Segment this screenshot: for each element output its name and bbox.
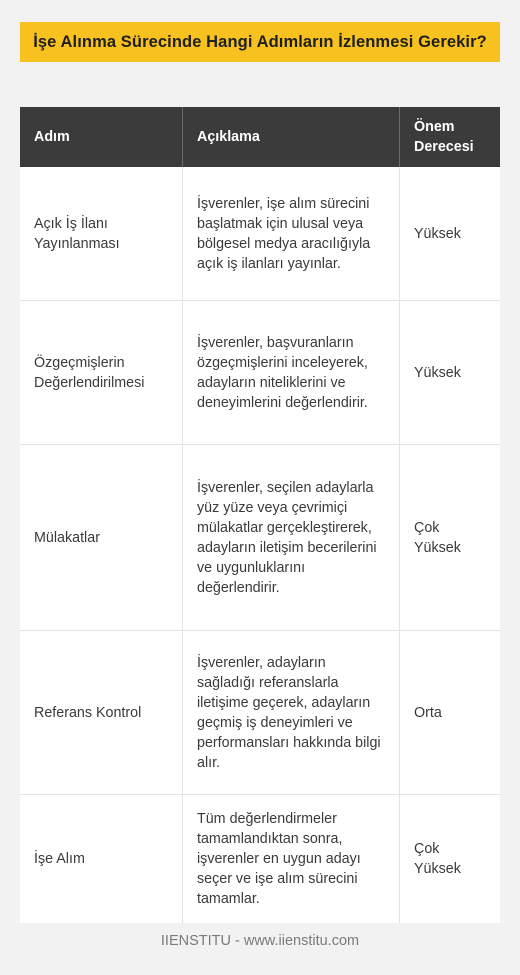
page-title: İşe Alınma Sürecinde Hangi Adımların İzlenmesi Gerekir? bbox=[20, 22, 500, 62]
description-cell: İşverenler, işe alım sürecini başlatmak için ulusal veya bölgesel medya aracılığıyla açık iş ilanları yayınlar. bbox=[183, 167, 400, 301]
importance-cell: Çok Yüksek bbox=[400, 445, 500, 631]
importance-cell: Çok Yüksek bbox=[400, 795, 500, 923]
description-cell: İşverenler, seçilen adaylarla yüz yüze veya çevrimiçi mülakatlar gerçekleştirerek, adayların iletişim becerilerini ve uygunluklarını değerlendirir. bbox=[183, 445, 400, 631]
importance-cell: Yüksek bbox=[400, 301, 500, 445]
table-row bbox=[20, 301, 500, 445]
description-cell: İşverenler, adayların sağladığı referanslarla iletişime geçerek, adayların geçmiş iş deneyimleri ve performansları hakkında bilgi alır. bbox=[183, 631, 400, 795]
importance-cell: Orta bbox=[400, 631, 500, 795]
footer-credit: IIENSTITU - www.iienstitu.com bbox=[160, 933, 360, 949]
step-cell: İşe Alım bbox=[20, 795, 183, 923]
table-row bbox=[20, 167, 500, 301]
column-header-importance: Önem Derecesi bbox=[400, 107, 500, 167]
description-cell: Tüm değerlendirmeler tamamlandıktan sonra, işverenler en uygun adayı seçer ve işe alım sürecini tamamlar. bbox=[183, 795, 400, 923]
step-cell: Referans Kontrol bbox=[20, 631, 183, 795]
step-cell: Açık İş İlanı Yayınlanması bbox=[20, 167, 183, 301]
column-header-description: Açıklama bbox=[183, 107, 400, 167]
table-row bbox=[20, 795, 500, 923]
table-row bbox=[20, 631, 500, 795]
description-cell: İşverenler, başvuranların özgeçmişlerini inceleyerek, adayların niteliklerini ve deneyimlerini değerlendirir. bbox=[183, 301, 400, 445]
importance-cell: Yüksek bbox=[400, 167, 500, 301]
step-cell: Mülakatlar bbox=[20, 445, 183, 631]
column-header-step: Adım bbox=[20, 107, 183, 167]
table-row bbox=[20, 445, 500, 631]
step-cell: Özgeçmişlerin Değerlendirilmesi bbox=[20, 301, 183, 445]
process-table bbox=[20, 107, 500, 923]
table-header-row bbox=[20, 107, 500, 167]
